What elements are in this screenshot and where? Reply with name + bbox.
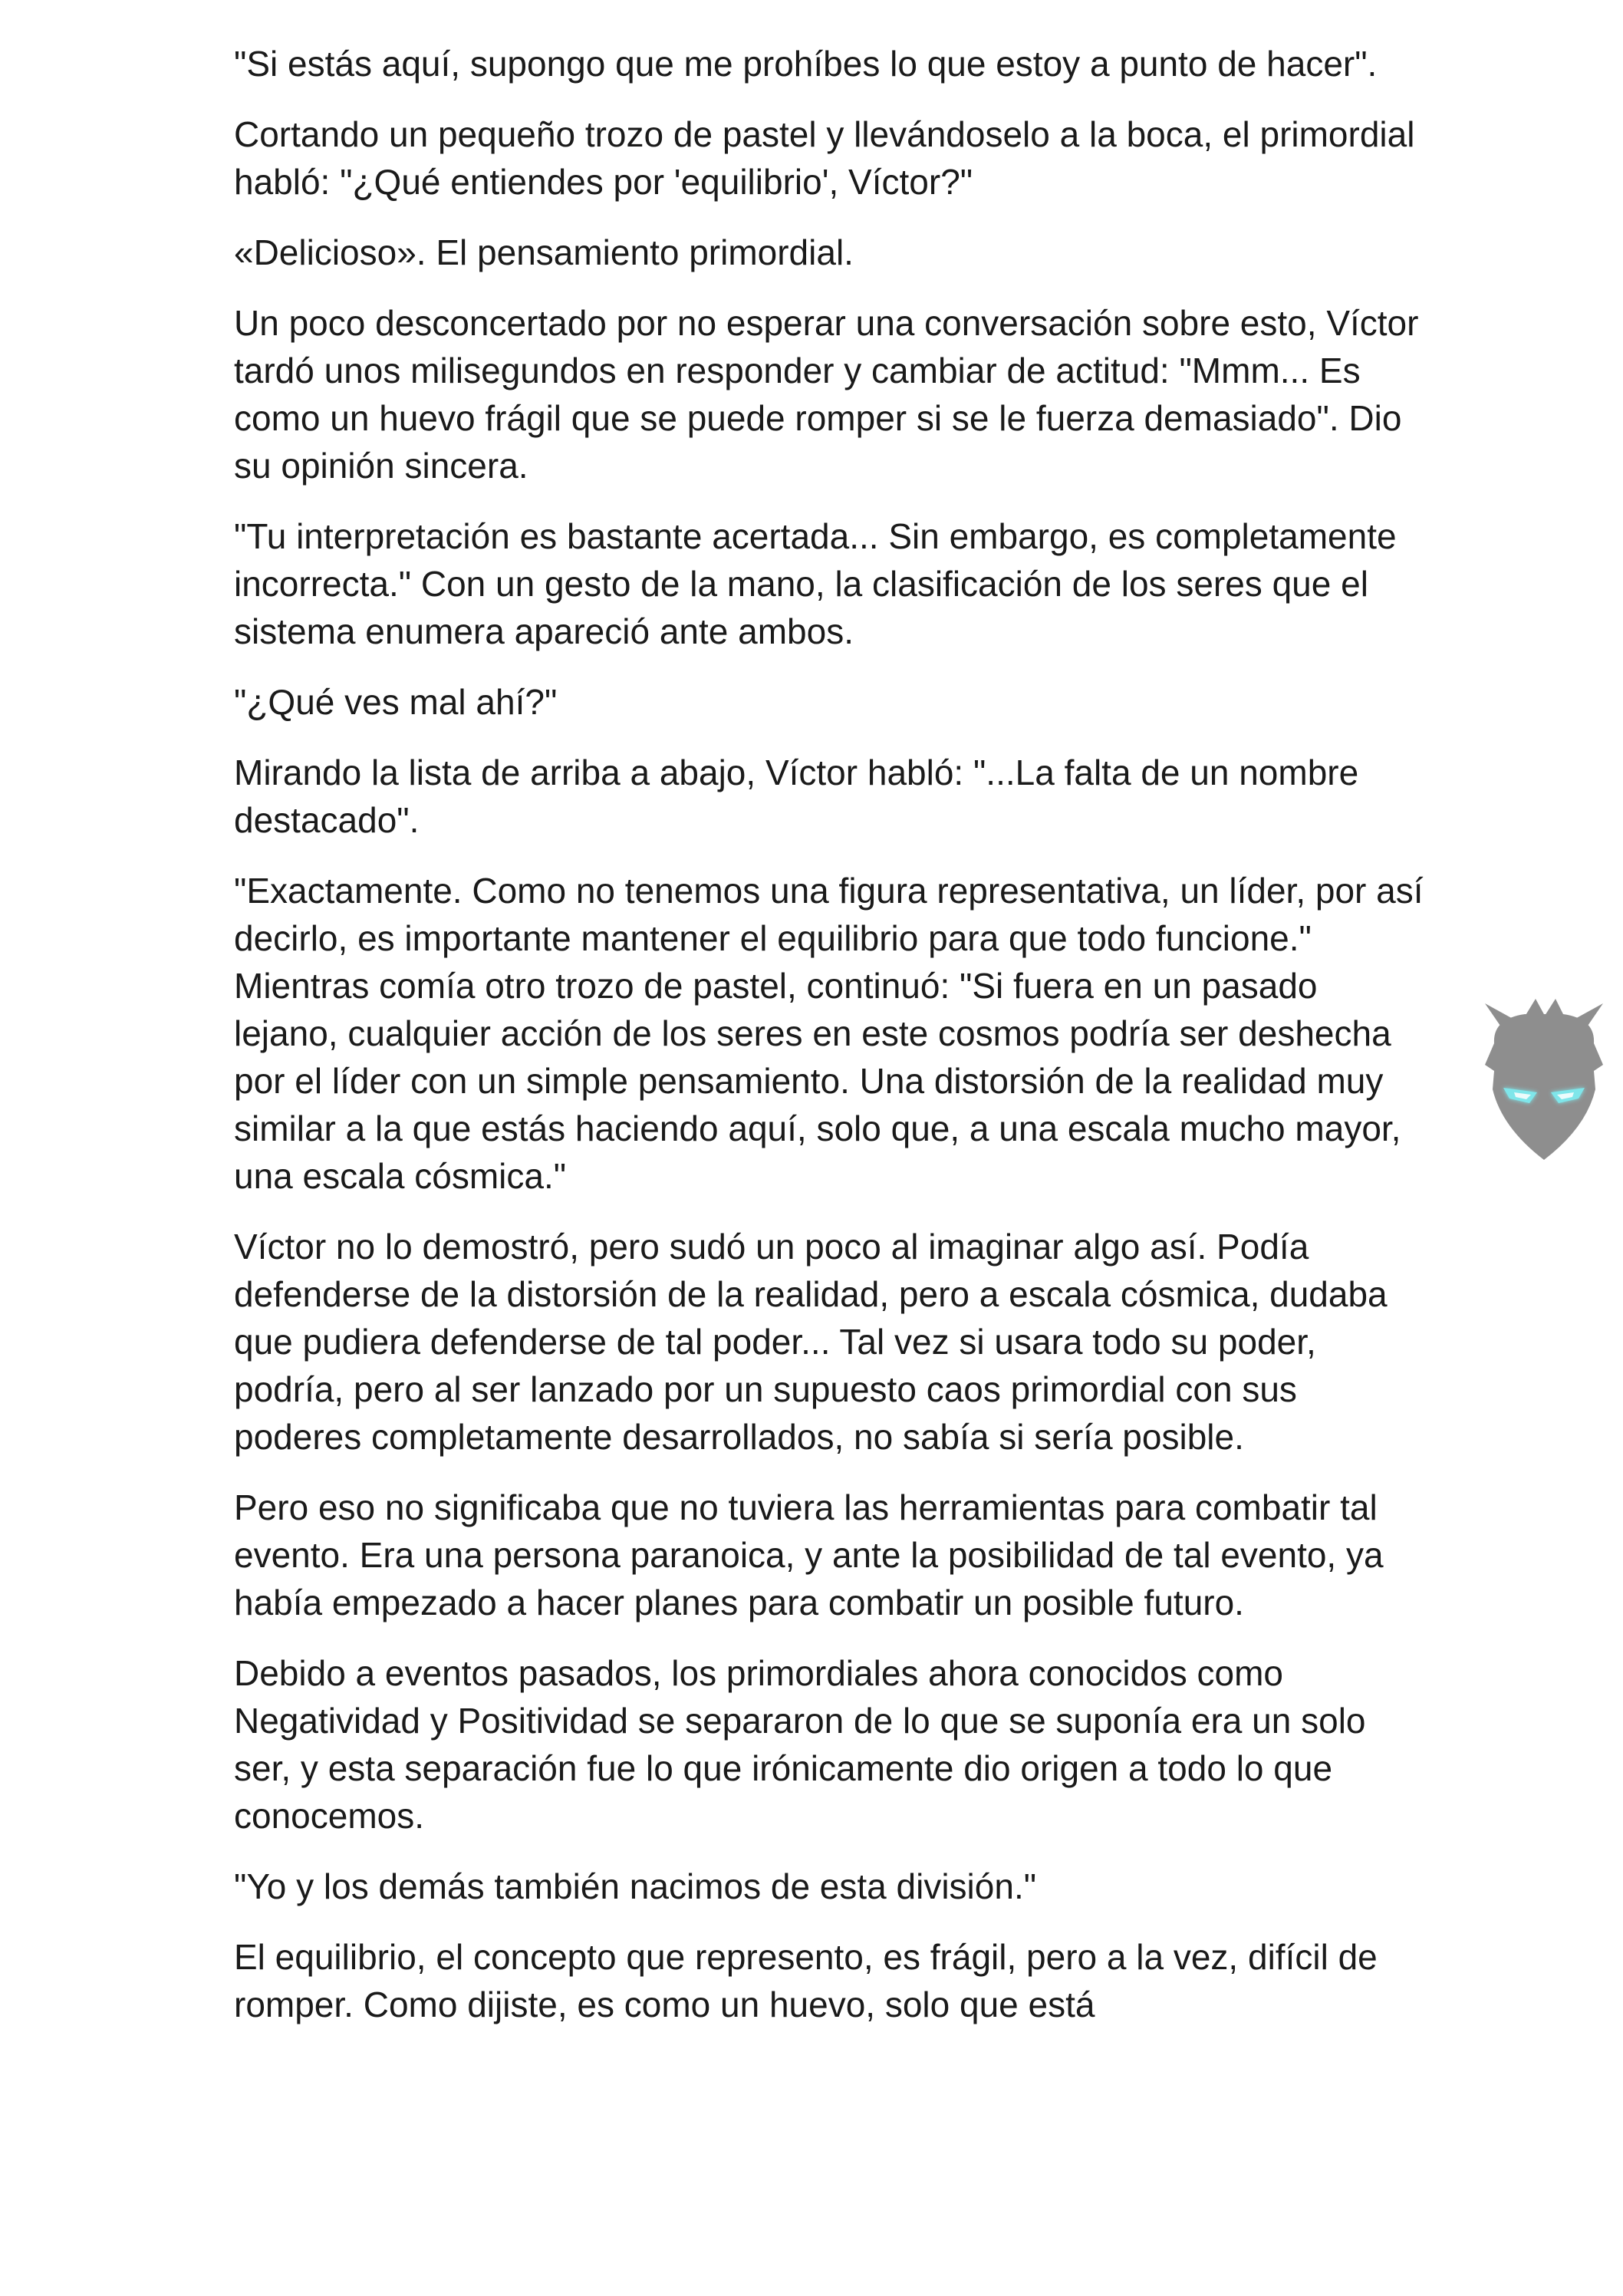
paragraph-6: "¿Qué ves mal ahí?" bbox=[234, 682, 558, 722]
paragraph-11: Debido a eventos pasados, los primordiales ahora conocidos como Negatividad y Positividad se separaron de lo que se suponía era un solo ser, y esta separación fue lo que irónicamente dio origen a todo lo que conocemos. bbox=[234, 1653, 1366, 1836]
paragraph-13: El equilibrio, el concepto que represento, es frágil, pero a la vez, difícil de romper. Como dijiste, es como un huevo, solo que está bbox=[234, 1937, 1378, 2024]
paragraph-8: "Exactamente. Como no tenemos una figura representativa, un líder, por así decirlo, es importante mantener el equilibrio para que todo funcione." Mientras comía otro trozo de pastel, continuó: "Si fuera en un pasado lejano, cualquier acción de los seres en este cosmos podría ser deshecha por el líder con un simple pensamiento. Una distorsión de la realidad muy similar a la que estás haciendo aquí, solo que, a una escala mucho mayor, una escala cósmica." bbox=[234, 871, 1424, 1196]
paragraph-5: "Tu interpretación es bastante acertada... Sin embargo, es completamente incorrecta." Con un gesto de la mano, la clasificación de los seres que el sistema enumera apareció ante ambos. bbox=[234, 516, 1397, 651]
document-body bbox=[234, 40, 1430, 2051]
paragraph-9: Víctor no lo demostró, pero sudó un poco al imaginar algo así. Podía defenderse de la distorsión de la realidad, pero a escala cósmica, dudaba que pudiera defenderse de tal poder... Tal vez si usara todo su poder, podría, pero al ser lanzado por un supuesto caos primordial con sus poderes completamente desarrollados, no sabía si sería posible. bbox=[234, 1227, 1388, 1457]
paragraph-1: "Si estás aquí, supongo que me prohíbes lo que estoy a punto de hacer". bbox=[234, 44, 1378, 84]
paragraph-7: Mirando la lista de arriba a abajo, Víctor habló: "...La falta de un nombre destacado". bbox=[234, 753, 1359, 840]
paragraph-3: «Delicioso». El pensamiento primordial. bbox=[234, 232, 854, 272]
paragraph-12: "Yo y los demás también nacimos de esta división." bbox=[234, 1866, 1037, 1906]
paragraph-4: Un poco desconcertado por no esperar una conversación sobre esto, Víctor tardó unos milisegundos en responder y cambiar de actitud: "Mmm... Es como un huevo frágil que se puede romper si se le fuerza demasiado". Dio su opinión sincera. bbox=[234, 303, 1419, 486]
paragraph-10: Pero eso no significaba que no tuviera las herramientas para combatir tal evento. Era una persona paranoica, y ante la posibilidad de tal evento, ya había empezado a hacer planes para combatir un posible futuro. bbox=[234, 1487, 1384, 1622]
demon-head-icon bbox=[1471, 997, 1617, 1166]
paragraph-2: Cortando un pequeño trozo de pastel y llevándoselo a la boca, el primordial habló: "¿Qué entiendes por 'equilibrio', Víctor?" bbox=[234, 114, 1415, 202]
